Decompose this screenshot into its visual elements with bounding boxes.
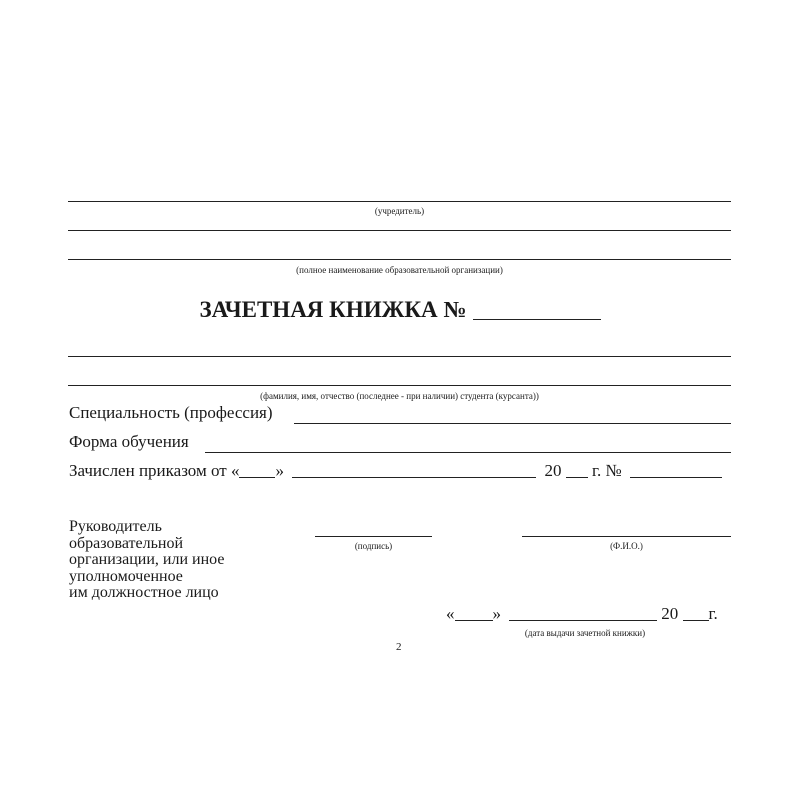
enrolled-month-line (292, 462, 536, 478)
organization-caption: (полное наименование образовательной организации) (296, 265, 503, 275)
issue-day-line (455, 605, 493, 621)
enrollment-order (69, 461, 722, 481)
enrolled-year-prefix: 20 (544, 461, 562, 480)
official-line: Руководитель (69, 518, 162, 535)
issue-month-line (509, 605, 657, 621)
organization-line-2 (68, 259, 731, 260)
issue-date (446, 604, 718, 624)
study-form-line (205, 452, 731, 453)
issue-year-suffix: г. (708, 604, 718, 623)
issue-year-line (683, 605, 709, 621)
issue-date-caption: (дата выдачи зачетной книжки) (524, 628, 646, 638)
enrolled-quote-close: » (275, 461, 284, 480)
official-line: образовательной (69, 534, 183, 552)
enrolled-year-line (566, 462, 588, 478)
official-line: организации, или иное (69, 551, 225, 568)
signature-line (315, 536, 432, 537)
enrolled-day-line (239, 462, 275, 478)
issue-quote-open: « (446, 604, 455, 623)
specialty-line (294, 423, 731, 424)
student-name-line-1 (68, 356, 731, 357)
issue-year-prefix: 20 (661, 604, 679, 623)
order-number-line (630, 462, 722, 478)
student-name-caption: (фамилия, имя, отчество (последнее - при наличии) студента (курсанта)) (260, 391, 539, 401)
official-title (69, 519, 224, 602)
record-book-title (0, 297, 800, 323)
organization-line-1 (68, 230, 731, 231)
title-text: ЗАЧЕТНАЯ КНИЖКА № (199, 297, 467, 322)
specialty-label: Специальность (профессия) (69, 403, 273, 422)
official-name-line (522, 536, 731, 537)
book-number-line (473, 297, 601, 320)
page-number: 2 (396, 641, 402, 653)
founder-line (68, 201, 731, 202)
official-line: уполномоченное (69, 567, 183, 585)
signature-caption: (подпись) (354, 541, 393, 551)
official-name-caption: (Ф.И.О.) (610, 541, 643, 551)
official-line: им должностное лицо (69, 584, 219, 601)
enrolled-prefix: Зачислен приказом от « (69, 461, 240, 480)
enrolled-year-suffix: г. № (591, 461, 622, 480)
issue-quote-close: » (492, 604, 501, 623)
founder-caption: (учредитель) (374, 206, 425, 216)
study-form-label: Форма обучения (69, 432, 189, 451)
student-name-line-2 (68, 385, 731, 386)
